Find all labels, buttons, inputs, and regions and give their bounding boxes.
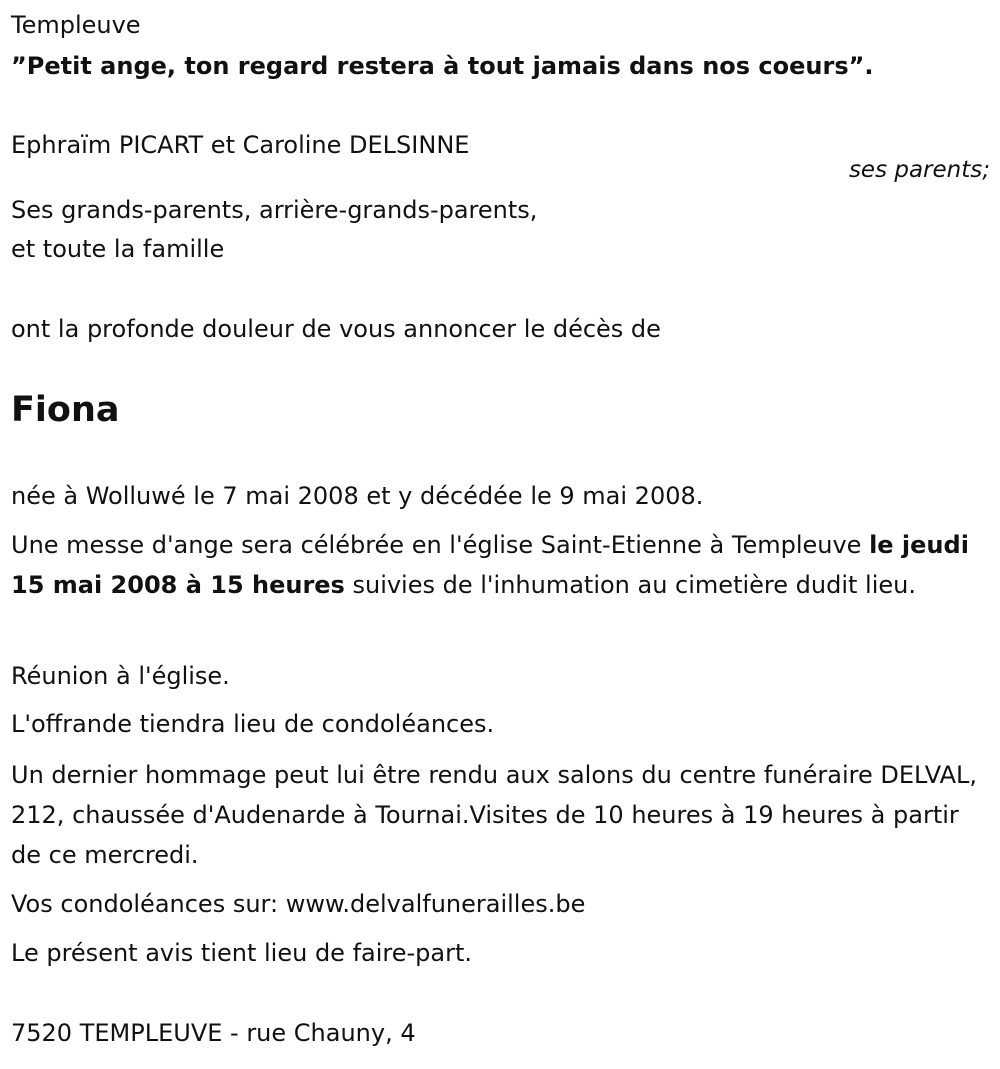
quote: ”Petit ange, ton regard restera à tout jamais dans nos coeurs”. xyxy=(11,52,874,80)
mass-prefix: Une messe d'ange sera célébrée en l'église Saint-Etienne à Templeuve xyxy=(11,531,870,559)
mass-suffix: suivies de l'inhumation au cimetière dudit lieu. xyxy=(344,571,916,599)
deceased-name: Fiona xyxy=(11,390,120,430)
location-heading: Templeuve xyxy=(11,11,141,39)
condolences-line: Vos condoléances sur: www.delvalfunerailles.be xyxy=(11,890,586,918)
mass-date: le jeudi 15 mai 2008 à 15 heures xyxy=(11,531,969,599)
parents-names: Ephraïm PICART et Caroline DELSINNE xyxy=(11,131,470,159)
grandparents-line: Ses grands-parents, arrière-grands-parents, xyxy=(11,196,538,224)
family-line: et toute la famille xyxy=(11,235,225,263)
tribute-paragraph: Un dernier hommage peut lui être rendu aux salons du centre funéraire DELVAL, 212, chaussée d'Audenarde à Tournai.Visites de 10 heures à 19 heures à partir de ce mercredi. xyxy=(11,761,978,869)
notice-line: Le présent avis tient lieu de faire-part. xyxy=(11,939,473,967)
announcement: ont la profonde douleur de vous annoncer le décès de xyxy=(11,315,661,343)
mass-paragraph xyxy=(11,525,986,605)
address: 7520 TEMPLEUVE - rue Chauny, 4 xyxy=(11,1019,416,1047)
offering: L'offrande tiendra lieu de condoléances. xyxy=(11,710,495,738)
meeting: Réunion à l'église. xyxy=(11,662,230,690)
birth-death: née à Wolluwé le 7 mai 2008 et y décédée le 9 mai 2008. xyxy=(11,482,704,510)
parents-label: ses parents; xyxy=(848,157,990,183)
